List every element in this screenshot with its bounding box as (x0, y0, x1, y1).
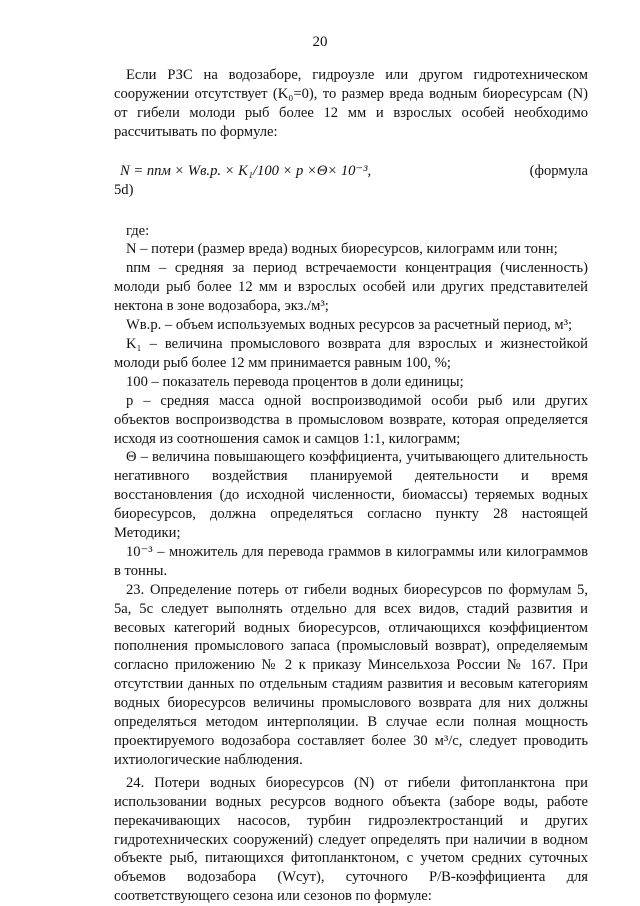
document-body (114, 66, 588, 906)
definition-10: 10⁻³ – множитель для перевода граммов в килограммы или килограммов в тонны. (114, 543, 588, 579)
where-label: где: (126, 222, 150, 239)
formula-5d (114, 162, 588, 181)
definition-N: N – потери (размер вреда) водных биоресурсов, килограмм или тонн; (126, 241, 558, 258)
definition-p: p – средняя масса одной воспроизводимой особи рыб или других объектов воспроизводства в промысловом возврате, которая определяется исходя из соотношения самок и самцов 1:1, килограмм; (114, 392, 588, 447)
definition-theta: Θ – величина повышающего коэффициента, учитывающего длительность негативного воздействия планируемой деятельности и время восстановления (до исходной численности, биомассы) теряемых водных биоресурсов, должна определяться согласно пункту 28 настоящей Методики; (114, 449, 588, 542)
page-number: 20 (312, 34, 328, 50)
intro-paragraph: Если РЗС на водозаборе, гидроузле или другом гидротехническом сооружении отсутствует (K₀=0), то размер вреда водным биоресурсам (N) от гибели молоди рыб более 12 мм и взрослых особей необходимо рассчитывать по формуле: (114, 67, 588, 140)
paragraph-23: 23. Определение потерь от гибели водных биоресурсов по формулам 5, 5а, 5с следует выполнять отдельно для всех видов, стадий развития и весовых категорий водных биоресурсов, отличающихся коэффициентом пополнения промыслового запаса (промысловый возврат), определяемым согласно приложению № 2 к приказу Минсельхоза России № 167. При отсутствии данных по отдельным стадиям развития и весовым категориям водных биоресурсов величины промыслового возврата для них должны определяться методом интерполяции. В случае если полная мощность проектируемого водозабора составляет более 30 м³/с, следует проводить ихтиологические наблюдения. (114, 581, 588, 768)
definition-K1: K₁ – величина промыслового возврата для взрослых и жизнестойкой молоди рыб более 12 мм принимается равным 100, %; (114, 335, 588, 371)
formula-expression: N = nпм × Wв.р. × K₁/100 × p ×Θ× 10⁻³, (120, 162, 372, 179)
paragraph-24: 24. Потери водных биоресурсов (N) от гибели фитопланктона при использовании водных ресурсов водного объекта (заборе воды, работе перекачивающих насосов, турбин гидроэлектростанций и других гидротехнических сооружений) следует определять при наличии в водном объекте рыб, питающихся фитопланктоном, с учетом средних суточных объемов водозабора (Wсут), суточного Р/В-коэффициента для соответствующего сезона или сезонов по формуле: (114, 774, 588, 905)
definition-npm: nпм – средняя за период встречаемости концентрация (численность) молоди рыб более 12 мм и взрослых особей или других представителей нектона в зоне водозабора, экз./м³; (114, 260, 588, 315)
formula-label: (формула (529, 162, 588, 179)
definition-100: 100 – показатель перевода процентов в доли единицы; (126, 373, 464, 390)
definition-W: Wв.р. – объем используемых водных ресурсов за расчетный период, м³; (126, 317, 573, 334)
formula-number: 5d) (114, 181, 134, 198)
